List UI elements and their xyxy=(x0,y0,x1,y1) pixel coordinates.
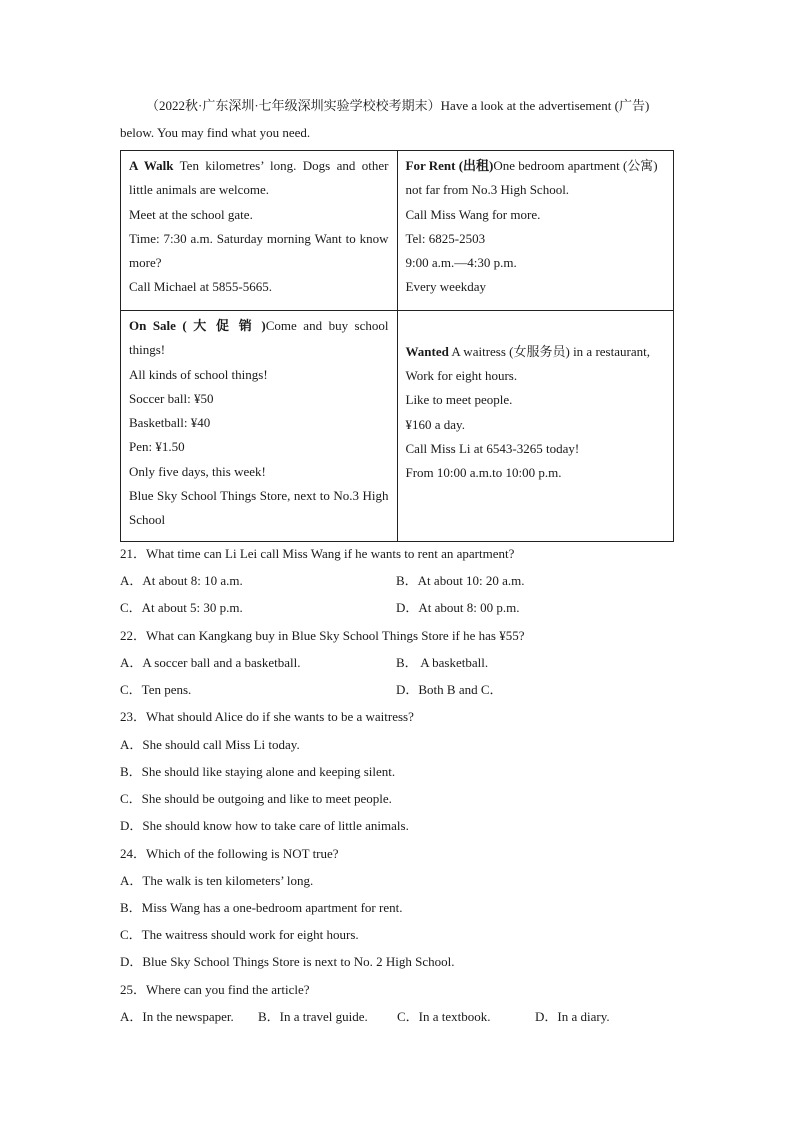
ad-walk xyxy=(121,151,398,311)
answer-option[interactable]: C．She should be outgoing and like to meet people. xyxy=(120,791,392,806)
ad-wanted-line: Like to meet people. xyxy=(405,392,513,408)
answer-option[interactable]: C．The waitress should work for eight hours. xyxy=(120,927,359,942)
ad-sale-line: All kinds of school things! xyxy=(129,366,268,382)
ad-sale-line: Only five days, this week! xyxy=(129,463,266,479)
ad-rent-line: 9:00 a.m.—4:30 p.m. xyxy=(405,255,517,271)
ad-sale-line: Basketball: ¥40 xyxy=(129,415,211,431)
ad-rent-line: Tel: 6825-2503 xyxy=(405,230,486,246)
ad-wanted-title: Wanted xyxy=(405,343,449,359)
answer-option[interactable]: D．Blue Sky School Things Store is next to No. 2 High School. xyxy=(120,954,455,969)
ad-rent-line: Call Miss Wang for more. xyxy=(405,206,541,222)
answer-option[interactable]: D．Both B and C． xyxy=(396,682,503,697)
ad-walk-title: A Walk xyxy=(129,158,174,173)
ad-rent xyxy=(397,151,674,311)
answer-option[interactable]: C．At about 5: 30 p.m. xyxy=(120,600,243,615)
answer-option[interactable]: C．Ten pens. xyxy=(120,682,192,697)
advertisement-table xyxy=(120,150,674,542)
answer-option[interactable]: C．In a textbook. xyxy=(397,1009,491,1024)
ad-walk-line: Meet at the school gate. xyxy=(129,206,253,222)
ad-sale-line: Soccer ball: ¥50 xyxy=(129,390,214,406)
answer-option[interactable]: B．Miss Wang has a one-bedroom apartment for rent. xyxy=(120,900,403,915)
question-stem: 23．What should Alice do if she wants to be a waitress? xyxy=(120,709,414,724)
ad-rent-title: For Rent (出租) xyxy=(405,158,494,173)
ad-sale-title: On Sale ( 大 促 销 ) xyxy=(129,318,266,333)
question-stem: 25．Where can you find the article? xyxy=(120,982,310,997)
question-stem: 24．Which of the following is NOT true? xyxy=(120,846,339,861)
ad-sale-line: Blue Sky School Things Store, next to No.3 High School xyxy=(129,488,389,528)
ad-walk-line: Time: 7:30 a.m. Saturday morning Want to know more? xyxy=(129,230,389,271)
answer-option[interactable]: D．She should know how to take care of little animals. xyxy=(120,818,409,833)
ad-rent-line: Every weekday xyxy=(405,279,486,295)
ad-rent-line: One bedroom apartment (公寓) not far from No.3 High School. xyxy=(405,158,658,198)
ad-wanted-line: A waitress (女服务员) in a restaurant, xyxy=(451,343,650,359)
question-stem: 22．What can Kangkang buy in Blue Sky School Things Store if he has ¥55? xyxy=(120,628,525,643)
answer-option[interactable]: D．In a diary. xyxy=(535,1009,610,1024)
ad-wanted-line: Call Miss Li at 6543-3265 today! xyxy=(405,440,580,456)
answer-option[interactable]: A．At about 8: 10 a.m. xyxy=(120,573,243,588)
answer-option[interactable]: A．A soccer ball and a basketball. xyxy=(120,655,301,670)
passage-intro: （2022秋·广东深圳·七年级深圳实验学校校考期末）Have a look at the advertisement (广告) below. You may find what you need. xyxy=(120,98,650,140)
answer-option[interactable]: B．At about 10: 20 a.m. xyxy=(396,573,525,588)
ad-walk-line: Ten kilometres’ long. Dogs and other little animals are welcome. xyxy=(129,158,389,198)
answer-option[interactable]: A．The walk is ten kilometers’ long. xyxy=(120,873,314,888)
question-stem: 21．What time can Li Lei call Miss Wang if he wants to rent an apartment? xyxy=(120,546,515,561)
answer-option[interactable]: B．In a travel guide. xyxy=(258,1009,368,1024)
ad-wanted-line: Work for eight hours. xyxy=(405,367,518,383)
ad-walk-line: Call Michael at 5855-5665. xyxy=(129,279,272,295)
answer-option[interactable]: B．She should like staying alone and keeping silent. xyxy=(120,764,396,779)
answer-option[interactable]: A．She should call Miss Li today. xyxy=(120,737,300,752)
ad-sale-line: Come and buy school things! xyxy=(129,318,389,358)
ad-wanted-line: From 10:00 a.m.to 10:00 p.m. xyxy=(405,465,562,481)
ad-wanted xyxy=(397,311,674,542)
ad-wanted-line: ¥160 a day. xyxy=(405,416,465,432)
answer-option[interactable]: D．At about 8: 00 p.m. xyxy=(396,600,520,615)
ad-sale xyxy=(121,311,398,542)
answer-option[interactable]: A．In the newspaper. xyxy=(120,1009,234,1024)
ad-sale-line: Pen: ¥1.50 xyxy=(129,439,185,455)
answer-option[interactable]: B． A basketball. xyxy=(396,655,489,670)
